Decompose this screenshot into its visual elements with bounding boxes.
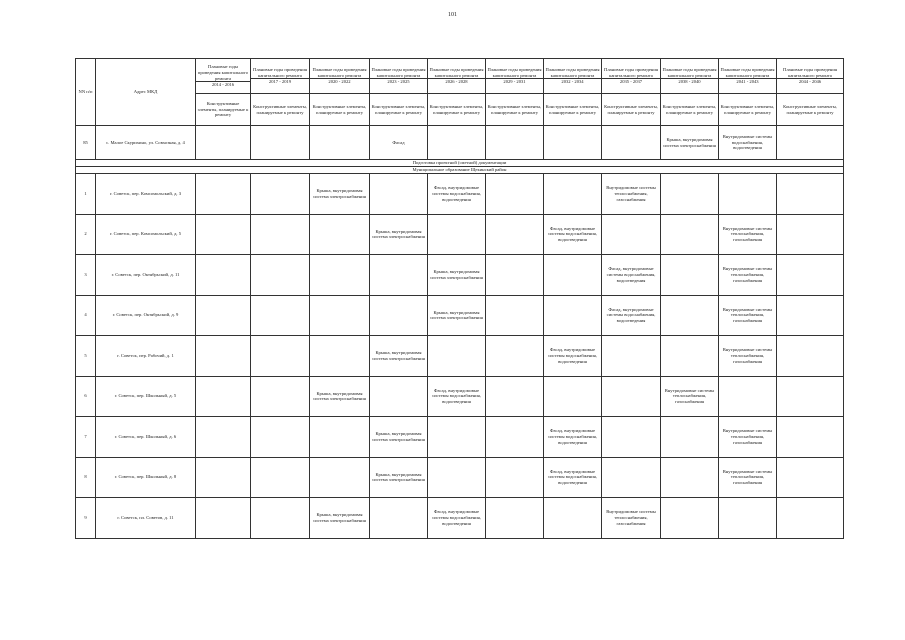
table-row: [76, 214, 844, 255]
period-cell: [486, 174, 544, 215]
row-address: г. Советск, пер. Школьный, д. 8: [96, 457, 196, 498]
period-cell: [661, 457, 719, 498]
period-cell: [310, 457, 370, 498]
period-cell: [719, 174, 777, 215]
period-cell: [486, 457, 544, 498]
period-cell: [310, 214, 370, 255]
period-cell: Крыша, внутридомовая система электроснабжения: [370, 417, 428, 458]
period-cell: [310, 417, 370, 458]
period-cell: [251, 336, 310, 377]
period-cell: Внутридомовые системы теплоснабжения, газоснабжения: [719, 336, 777, 377]
period-cell: [777, 255, 844, 296]
period-cell: Внутридомовые системы теплоснабжения, газоснабжения: [661, 376, 719, 417]
period-cell: Внутридомовые системы теплоснабжения, газоснабжения: [719, 255, 777, 296]
row-number: 3: [76, 255, 96, 296]
row-address: г. Советск, пер. Октябрьский, д. 11: [96, 255, 196, 296]
period-cell: [602, 336, 661, 377]
period-cell: Внутридомовые системы водоснабжения, водоотведения: [719, 126, 777, 160]
col-header-period: [251, 59, 310, 94]
row-address: г. Советск, пер. Комсомольский, д. 3: [96, 174, 196, 215]
table-row: [76, 498, 844, 539]
period-cell: Крыша, внутридомовая система электроснабжения: [428, 255, 486, 296]
period-cell: Фасад, внутридомовые системы водоснабжения, водоотведения: [544, 457, 602, 498]
table-row: [76, 295, 844, 336]
period-cell: Фасад, внутридомовые системы водоснабжения, водоотведения: [428, 174, 486, 215]
period-years: 2029 - 2031: [486, 78, 543, 85]
period-label: Плановые годы проведения капитального ремонта: [429, 67, 484, 78]
period-years: 2026 - 2028: [428, 78, 485, 85]
row-number: 5: [76, 336, 96, 377]
period-cell: [310, 295, 370, 336]
col-header-planned-elements: Конструктивные элементы, планируемые к ремонту: [777, 94, 844, 126]
period-cell: Крыша, внутридомовая система электроснабжения: [310, 376, 370, 417]
period-cell: [428, 336, 486, 377]
period-years: 2017 - 2019: [251, 78, 309, 85]
period-cell: [719, 498, 777, 539]
period-cell: Внутридомовые системы теплоснабжения, газоснабжения: [602, 498, 661, 539]
period-years: 2035 - 2037: [602, 78, 660, 85]
section-title-district: Муниципальное образование Щекинский район: [76, 167, 844, 174]
period-label: Плановые годы проведения капитального ремонта: [545, 67, 600, 78]
row-address: г. Советск, пер. Школьный, д. 6: [96, 417, 196, 458]
col-header-planned-elements: Конструктивные элементы, планируемые к ремонту: [486, 94, 544, 126]
period-cell: Фасад: [370, 126, 428, 160]
col-header-planned-elements: Конструктивные элементы, планируемые к ремонту: [251, 94, 310, 126]
period-label: Плановые годы проведения капитального ремонта: [604, 67, 658, 78]
period-cell: [310, 336, 370, 377]
row-number: 9: [76, 498, 96, 539]
period-cell: [661, 255, 719, 296]
row-address: г. Советск, пер. Рабочий, д. 1: [96, 336, 196, 377]
period-cell: [544, 126, 602, 160]
period-cell: [251, 174, 310, 215]
section-row-project: [76, 160, 844, 167]
period-cell: Фасад, внутридомовые системы водоснабжения, водоотведения: [428, 498, 486, 539]
period-cell: [370, 376, 428, 417]
col-header-planned-elements: Конструктивные элементы, планируемые к ремонту: [310, 94, 370, 126]
period-cell: [777, 498, 844, 539]
period-cell: [777, 376, 844, 417]
col-header-planned-elements: Конструктивные элементы, планируемые к ремонту: [602, 94, 661, 126]
period-cell: [602, 457, 661, 498]
col-header-period: [310, 59, 370, 94]
row-address: г. Советск, пл. Советов, д. 11: [96, 498, 196, 539]
table-row: [76, 457, 844, 498]
period-cell: Крыша, внутридомовая система электроснабжения: [310, 498, 370, 539]
table-row: [76, 376, 844, 417]
period-cell: Крыша, внутридомовая система электроснабжения: [370, 336, 428, 377]
period-cell: [428, 457, 486, 498]
period-cell: [661, 336, 719, 377]
period-cell: [251, 214, 310, 255]
col-header-period: [544, 59, 602, 94]
period-cell: [486, 255, 544, 296]
period-cell: [196, 457, 251, 498]
period-cell: [661, 417, 719, 458]
col-header-planned-elements: Конструктивные элементы, планируемые к ремонту: [428, 94, 486, 126]
period-cell: Внутридомовые системы теплоснабжения, газоснабжения: [719, 295, 777, 336]
period-cell: [196, 498, 251, 539]
row-number: 8: [76, 457, 96, 498]
period-cell: [661, 214, 719, 255]
row-number: 6: [76, 376, 96, 417]
period-cell: [370, 174, 428, 215]
table-row-85: [76, 126, 844, 160]
row-address: г. Советск, пер. Октябрьский, д. 9: [96, 295, 196, 336]
period-years: 2038 - 2040: [661, 78, 718, 85]
period-cell: Крыша, внутридомовая система электроснабжения: [661, 126, 719, 160]
period-cell: [370, 295, 428, 336]
period-cell: Крыша, внутридомовая система электроснабжения: [370, 457, 428, 498]
period-cell: [196, 174, 251, 215]
period-cell: [661, 498, 719, 539]
period-cell: [486, 214, 544, 255]
row-number: 4: [76, 295, 96, 336]
page-number: 101: [448, 12, 457, 18]
col-header-period: [196, 59, 251, 94]
row-address: с. Малое Скурихино, ул. Совхозная, д. 4: [96, 126, 196, 160]
row-number: 85: [76, 126, 96, 160]
period-cell: [661, 174, 719, 215]
period-cell: Внутридомовые системы теплоснабжения, газоснабжения: [719, 457, 777, 498]
period-cell: [486, 295, 544, 336]
period-cell: [544, 295, 602, 336]
period-cell: [544, 255, 602, 296]
capital-repair-table: [75, 58, 844, 539]
period-cell: Фасад, внутридомовые системы водоснабжения, водоотведения: [544, 214, 602, 255]
period-cell: [719, 376, 777, 417]
period-cell: [602, 376, 661, 417]
period-cell: Фасад, внутридомовые системы водоснабжения, водоотведения: [544, 336, 602, 377]
col-header-period: [370, 59, 428, 94]
period-cell: [196, 214, 251, 255]
period-years: 2044 - 2046: [777, 78, 843, 85]
period-cell: [370, 255, 428, 296]
row-address: г. Советск, пер. Школьный, д. 5: [96, 376, 196, 417]
period-cell: [251, 255, 310, 296]
period-cell: [428, 126, 486, 160]
period-cell: [310, 126, 370, 160]
period-cell: [251, 295, 310, 336]
period-cell: [251, 126, 310, 160]
period-cell: [602, 126, 661, 160]
section-title-project: Подготовка проектной (сметной) документации: [76, 160, 844, 167]
period-cell: [251, 417, 310, 458]
table-row: [76, 255, 844, 296]
period-cell: [777, 214, 844, 255]
table-row: [76, 174, 844, 215]
period-cell: [428, 417, 486, 458]
period-cell: [544, 376, 602, 417]
period-years: 2041 - 2043: [719, 78, 776, 85]
col-header-period: [777, 59, 844, 94]
period-years: 2023 - 2025: [370, 78, 427, 85]
row-number: 7: [76, 417, 96, 458]
period-years: 2032 - 2034: [544, 78, 601, 85]
period-cell: [544, 498, 602, 539]
period-cell: [196, 295, 251, 336]
col-header-planned-elements: Конструктивные элементы, планируемые к ремонту: [661, 94, 719, 126]
period-cell: [544, 174, 602, 215]
col-header-planned-elements: Конструктивные элементы, планируемые к ремонту: [370, 94, 428, 126]
col-header-period: [486, 59, 544, 94]
period-label: Плановые годы проведения капитального ремонта: [487, 67, 542, 78]
period-cell: Фасад, внутридомовые системы водоснабжения, водоотведения: [602, 295, 661, 336]
period-cell: Внутридомовые системы теплоснабжения, газоснабжения: [719, 417, 777, 458]
period-cell: [486, 417, 544, 458]
header-row-years: [76, 59, 844, 94]
period-label: Плановые годы проведения капитального ремонта: [783, 67, 837, 78]
row-number: 1: [76, 174, 96, 215]
period-cell: [777, 174, 844, 215]
table-row: [76, 336, 844, 377]
row-address: г. Советск, пер. Комсомольский, д. 5: [96, 214, 196, 255]
period-cell: [602, 417, 661, 458]
col-header-period: [428, 59, 486, 94]
period-cell: Крыша, внутридомовая система электроснабжения: [310, 174, 370, 215]
col-header-planned-elements: Конструктивные элементы, планируемые к ремонту: [544, 94, 602, 126]
period-cell: [370, 498, 428, 539]
period-cell: [196, 255, 251, 296]
period-label: Плановые годы проведения капитального ремонта: [312, 67, 367, 78]
period-cell: [602, 214, 661, 255]
period-cell: Крыша, внутридомовая система электроснабжения: [370, 214, 428, 255]
period-cell: Фасад, внутридомовые системы водоснабжения, водоотведения: [544, 417, 602, 458]
period-label: Плановые годы проведения капитального ремонта: [371, 67, 426, 78]
period-cell: [777, 457, 844, 498]
period-cell: [428, 214, 486, 255]
period-cell: Внутридомовые системы теплоснабжения, газоснабжения: [602, 174, 661, 215]
row-number: 2: [76, 214, 96, 255]
period-cell: [251, 498, 310, 539]
period-cell: Крыша, внутридомовая система электроснабжения: [428, 295, 486, 336]
col-header-planned-elements: Конструктивные элементы, планируемые к ремонту: [719, 94, 777, 126]
period-cell: [486, 376, 544, 417]
col-header-planned-elements: Конструктивные элементы, планируемые к ремонту: [196, 94, 251, 126]
col-header-period: [719, 59, 777, 94]
period-cell: Фасад, внутридомовые системы водоснабжения, водоотведения: [602, 255, 661, 296]
period-cell: [196, 126, 251, 160]
col-header-number: NN п/п: [76, 59, 96, 126]
period-cell: [777, 417, 844, 458]
col-header-period: [661, 59, 719, 94]
section-row-district: [76, 167, 844, 174]
period-cell: [777, 295, 844, 336]
period-cell: [486, 126, 544, 160]
col-header-period: [602, 59, 661, 94]
table-row: [76, 417, 844, 458]
period-years: 2020 - 2022: [310, 78, 369, 85]
period-cell: [777, 126, 844, 160]
period-cell: [310, 255, 370, 296]
period-years: 2014 - 2016: [196, 81, 250, 88]
period-label: Плановые годы проведения капитального ремонта: [197, 64, 249, 81]
period-cell: [251, 376, 310, 417]
period-cell: Внутридомовые системы теплоснабжения, газоснабжения: [719, 214, 777, 255]
period-cell: [251, 457, 310, 498]
period-label: Плановые годы проведения капитального ремонта: [720, 67, 775, 78]
col-header-address: Адрес МКД: [96, 59, 196, 126]
period-cell: [661, 295, 719, 336]
period-cell: [486, 498, 544, 539]
period-label: Плановые годы проведения капитального ремонта: [662, 67, 717, 78]
period-cell: Фасад, внутридомовые системы водоснабжения, водоотведения: [428, 376, 486, 417]
period-cell: [196, 336, 251, 377]
period-cell: [777, 336, 844, 377]
period-cell: [196, 417, 251, 458]
period-cell: [196, 376, 251, 417]
period-cell: [486, 336, 544, 377]
period-label: Плановые годы проведения капитального ремонта: [253, 67, 307, 78]
